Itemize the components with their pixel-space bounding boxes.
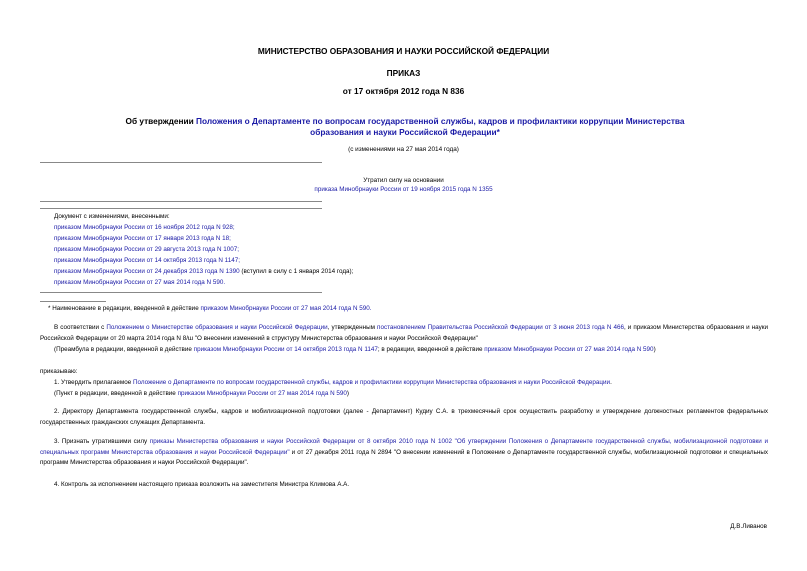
text: ) <box>346 390 350 397</box>
preamble-note <box>54 346 656 354</box>
change-link[interactable]: приказом Минобрнауки России от 14 октября 2013 года N 1147; <box>54 257 240 264</box>
ministry-heading: МИНИСТЕРСТВО ОБРАЗОВАНИЯ И НАУКИ РОССИЙСКОЙ ФЕДЕРАЦИИ <box>257 46 550 56</box>
text: 1. Утвердить прилагаемое <box>54 379 133 386</box>
item-4: 4. Контроль за исполнением настоящего приказа возложить на заместителя Министра Климова А.А. <box>54 481 350 488</box>
signature: Д.В.Ливанов <box>730 523 767 530</box>
text: (Пункт в редакции, введенной в действие <box>54 390 178 397</box>
title-prefix: Об утверждении <box>125 116 196 126</box>
link[interactable]: Положением о Министерстве образования и науки Российской Федерации <box>106 324 328 331</box>
text: В соответствии с <box>54 324 107 331</box>
item-1 <box>54 379 612 387</box>
divider <box>40 292 322 293</box>
text: , и приказом Министерства образования и науки Российской Федерации от 20 марта 2014 года N 8/ш "О внесении изменений в структуру Министерства образования и науки Российской Федерации" <box>40 324 769 342</box>
link[interactable]: приказом Минобрнауки России от 27 мая 2014 года N 590 <box>484 346 654 353</box>
text: . <box>610 379 612 386</box>
changes-intro: Документ с изменениями, внесенными: <box>54 213 170 220</box>
lost-force-link[interactable]: приказа Минобрнауки России от 19 ноября 2015 года N 1355 <box>314 186 493 193</box>
change-item <box>54 257 240 265</box>
change-item <box>54 224 235 232</box>
footnote-text: * Наименование в редакции, введенной в действие <box>48 305 201 312</box>
text: и от 27 декабря 2011 года N 2894 "О внесении изменений в Положение о Департаменте государственной службы, мобилизационной подготовки и специальных программ Министерства образования и науки Российской Федерации". <box>40 448 769 466</box>
change-item <box>54 246 239 254</box>
footnote <box>48 305 372 313</box>
change-item <box>54 279 225 287</box>
change-link[interactable]: приказом Минобрнауки России от 24 декабря 2013 года N 1390 <box>54 268 240 275</box>
lost-force-link-line <box>0 186 807 194</box>
preamble-paragraph <box>40 323 768 344</box>
title-link[interactable]: Положения о Департаменте по вопросам государственной службы, кадров и профилактики коррупции Министерства образования и науки Российской Федерации* <box>196 116 685 137</box>
link[interactable]: приказы Министерства образования и науки Российской Федерации от 8 октября 2010 года N 1002 "Об утверждении Положения о Департаменте государственной службы, мобилизационной подготовки и специальных программ Министерства образования и науки Российской Федерации" <box>40 438 768 456</box>
text: ; в редакции, введенной в действие <box>377 346 485 353</box>
date-number-heading: от 17 октября 2012 года N 836 <box>342 86 465 96</box>
link[interactable]: Положение о Департаменте по вопросам государственной службы, кадров и профилактики коррупции Министерства образования и науки Российской Федерации <box>132 379 611 386</box>
text: , утвержденным <box>327 324 378 331</box>
footnote-rule <box>40 301 106 302</box>
change-link[interactable]: приказом Минобрнауки России от 29 августа 2013 года N 1007; <box>54 246 240 253</box>
text: ) <box>653 346 656 353</box>
link[interactable]: постановлением Правительства Российской Федерации от 3 июня 2013 года N 466 <box>377 324 624 331</box>
divider <box>40 162 322 163</box>
change-item <box>54 235 231 243</box>
amended-note: (с изменениями на 27 мая 2014 года) <box>348 146 459 153</box>
change-link[interactable]: приказом Минобрнауки России от 27 мая 2014 года N 590. <box>54 279 226 286</box>
document-title <box>110 116 700 138</box>
footnote-link[interactable]: приказом Минобрнауки России от 27 мая 2014 года N 590. <box>200 305 372 312</box>
change-suffix: (вступил в силу с 1 января 2014 года); <box>239 268 354 275</box>
doc-type-heading: ПРИКАЗ <box>386 68 421 78</box>
link[interactable]: приказом Минобрнауки России от 14 октября 2013 года N 1147 <box>193 346 378 353</box>
lost-force-text: Утратил силу на основании <box>363 177 444 184</box>
divider <box>40 208 322 209</box>
item-2: 2. Директору Департамента государственной службы, кадров и мобилизационной подготовки (далее - Департамент) Кудиу С.А. в трехмесячный срок осуществить разработку и утверждение должностных регламентов федеральных государственных гражданских служащих Департамента. <box>40 408 768 426</box>
item-1-note <box>54 390 349 398</box>
item-3 <box>40 437 768 469</box>
change-link[interactable]: приказом Минобрнауки России от 16 ноября 2012 года N 928; <box>54 224 235 231</box>
change-item <box>54 268 353 276</box>
link[interactable]: приказом Минобрнауки России от 27 мая 2014 года N 590 <box>177 390 347 397</box>
text: 3. Признать утратившими силу <box>54 438 150 445</box>
text: (Преамбула в редакции, введенной в действие <box>54 346 194 353</box>
order-word: приказываю: <box>40 368 78 375</box>
divider <box>40 201 322 202</box>
change-link[interactable]: приказом Минобрнауки России от 17 января 2013 года N 18; <box>54 235 231 242</box>
